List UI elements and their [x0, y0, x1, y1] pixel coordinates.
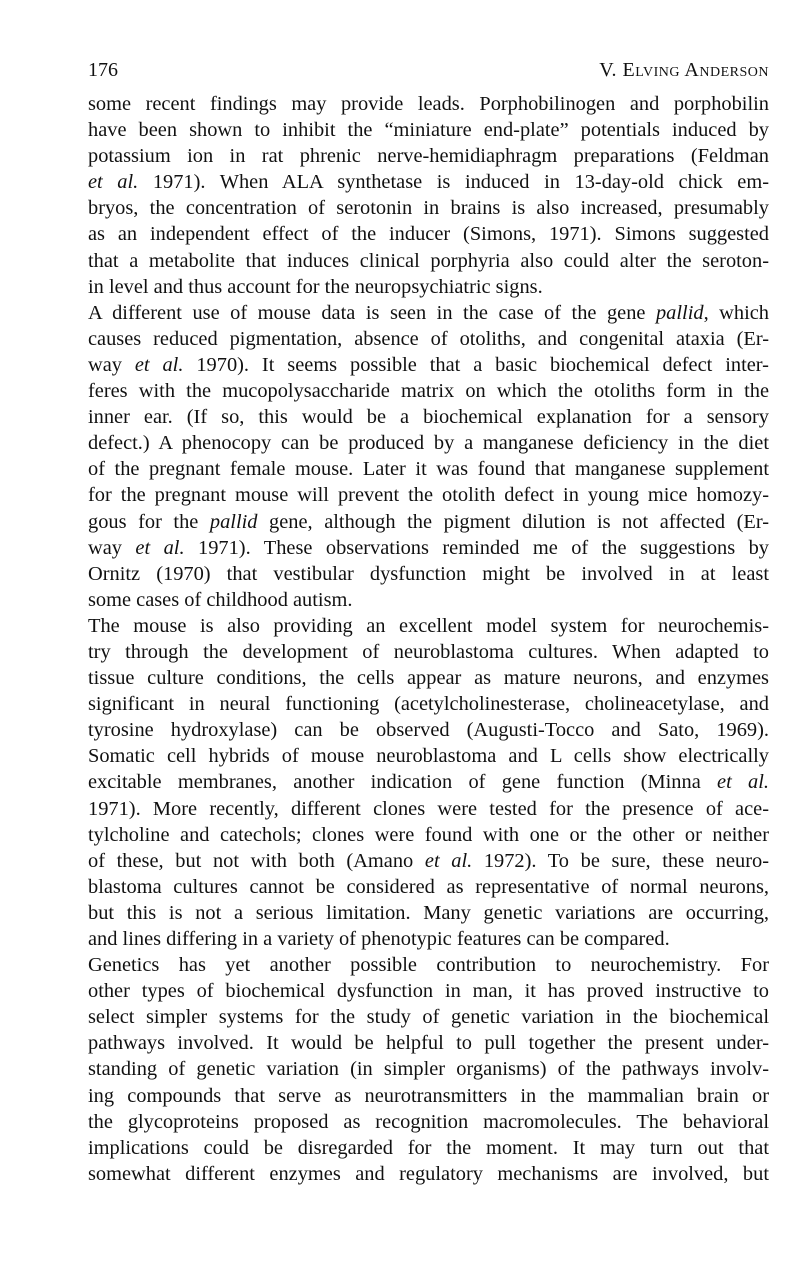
text-line: way et al. 1971). These observations reminded me of the suggestions by — [88, 536, 769, 559]
text-line: select simpler systems for the study of genetic variation in the biochemical — [88, 1006, 769, 1029]
text-line: of these, but not with both (Amano et al. 1972). To be sure, these neuro- — [88, 849, 769, 872]
text-line: try through the development of neuroblastoma cultures. When adapted to — [88, 640, 769, 663]
running-head: V. Elving Anderson — [599, 59, 769, 81]
text-line: in level and thus account for the neuropsychiatric signs. — [88, 275, 543, 298]
text-line: some recent findings may provide leads. Porphobilinogen and porphobilin — [88, 93, 769, 115]
text-line: excitable membranes, another indication of gene function (Minna et al. — [88, 771, 769, 794]
text-line: Genetics has yet another possible contribution to neurochemistry. For — [88, 954, 769, 977]
text-line: and lines differing in a variety of phenotypic features can be compared. — [88, 928, 670, 950]
text-line: that a metabolite that induces clinical porphyria also could alter the seroton- — [88, 249, 769, 272]
text-line: other types of biochemical dysfunction in man, it has proved instructive to — [88, 980, 769, 1003]
text-line: The mouse is also providing an excellent model system for neurochemis- — [88, 614, 769, 637]
text-line: have been shown to inhibit the “miniature end-plate” potentials induced by — [88, 119, 769, 142]
text-line: bryos, the concentration of serotonin in brains is also increased, presumably — [88, 197, 769, 220]
text-line: some cases of childhood autism. — [88, 588, 353, 611]
text-line: et al. 1971). When ALA synthetase is induced in 13-day-old chick em- — [88, 171, 769, 194]
text-line: standing of genetic variation (in simpler organisms) of the pathways involv- — [88, 1058, 769, 1081]
text-line: blastoma cultures cannot be considered as representative of normal neurons, — [88, 875, 769, 898]
text-line: defect.) A phenocopy can be produced by a manganese deficiency in the diet — [88, 432, 769, 455]
text-line: somewhat different enzymes and regulatory mechanisms are involved, but — [88, 1162, 769, 1185]
text-line: tissue culture conditions, the cells appear as mature neurons, and enzymes — [88, 667, 769, 690]
body-text — [88, 91, 769, 1187]
page-number: 176 — [88, 59, 118, 81]
text-line: Somatic cell hybrids of mouse neuroblastoma and L cells show electrically — [88, 745, 769, 768]
text-line: potassium ion in rat phrenic nerve-hemidiaphragm preparations (Feldman — [88, 145, 769, 168]
text-line: ing compounds that serve as neurotransmitters in the mammalian brain or — [88, 1084, 769, 1107]
text-line: inner ear. (If so, this would be a biochemical explanation for a sensory — [88, 406, 769, 429]
text-line: tyrosine hydroxylase) can be observed (Augusti-Tocco and Sato, 1969). — [88, 719, 769, 742]
text-line: tylcholine and catechols; clones were found with one or the other or neither — [88, 823, 769, 846]
text-line: but this is not a serious limitation. Many genetic variations are occurring, — [88, 901, 769, 924]
text-line: feres with the mucopolysaccharide matrix on which the otoliths form in the — [88, 380, 769, 403]
page-header — [88, 58, 769, 82]
book-page — [88, 58, 769, 1187]
text-line: significant in neural functioning (acetylcholinesterase, cholineacetylase, and — [88, 693, 769, 716]
text-line: of the pregnant female mouse. Later it was found that manganese supplement — [88, 458, 769, 481]
text-line: 1971). More recently, different clones were tested for the presence of ace- — [88, 797, 769, 820]
text-line: way et al. 1970). It seems possible that a basic biochemical defect inter- — [88, 353, 769, 376]
text-line: the glycoproteins proposed as recognition macromolecules. The behavioral — [88, 1110, 769, 1133]
text-line: implications could be disregarded for the moment. It may turn out that — [88, 1136, 769, 1159]
text-line: A different use of mouse data is seen in the case of the gene pallid, which — [88, 301, 769, 324]
text-line: for the pregnant mouse will prevent the otolith defect in young mice homozy- — [88, 484, 769, 507]
text-line: gous for the pallid gene, although the pigment dilution is not affected (Er- — [88, 510, 769, 533]
text-line: pathways involved. It would be helpful to pull together the present under- — [88, 1032, 769, 1055]
text-line: causes reduced pigmentation, absence of otoliths, and congenital ataxia (Er- — [88, 327, 769, 350]
text-line: Ornitz (1970) that vestibular dysfunction might be involved in at least — [88, 562, 769, 585]
text-line: as an independent effect of the inducer (Simons, 1971). Simons suggested — [88, 223, 769, 246]
